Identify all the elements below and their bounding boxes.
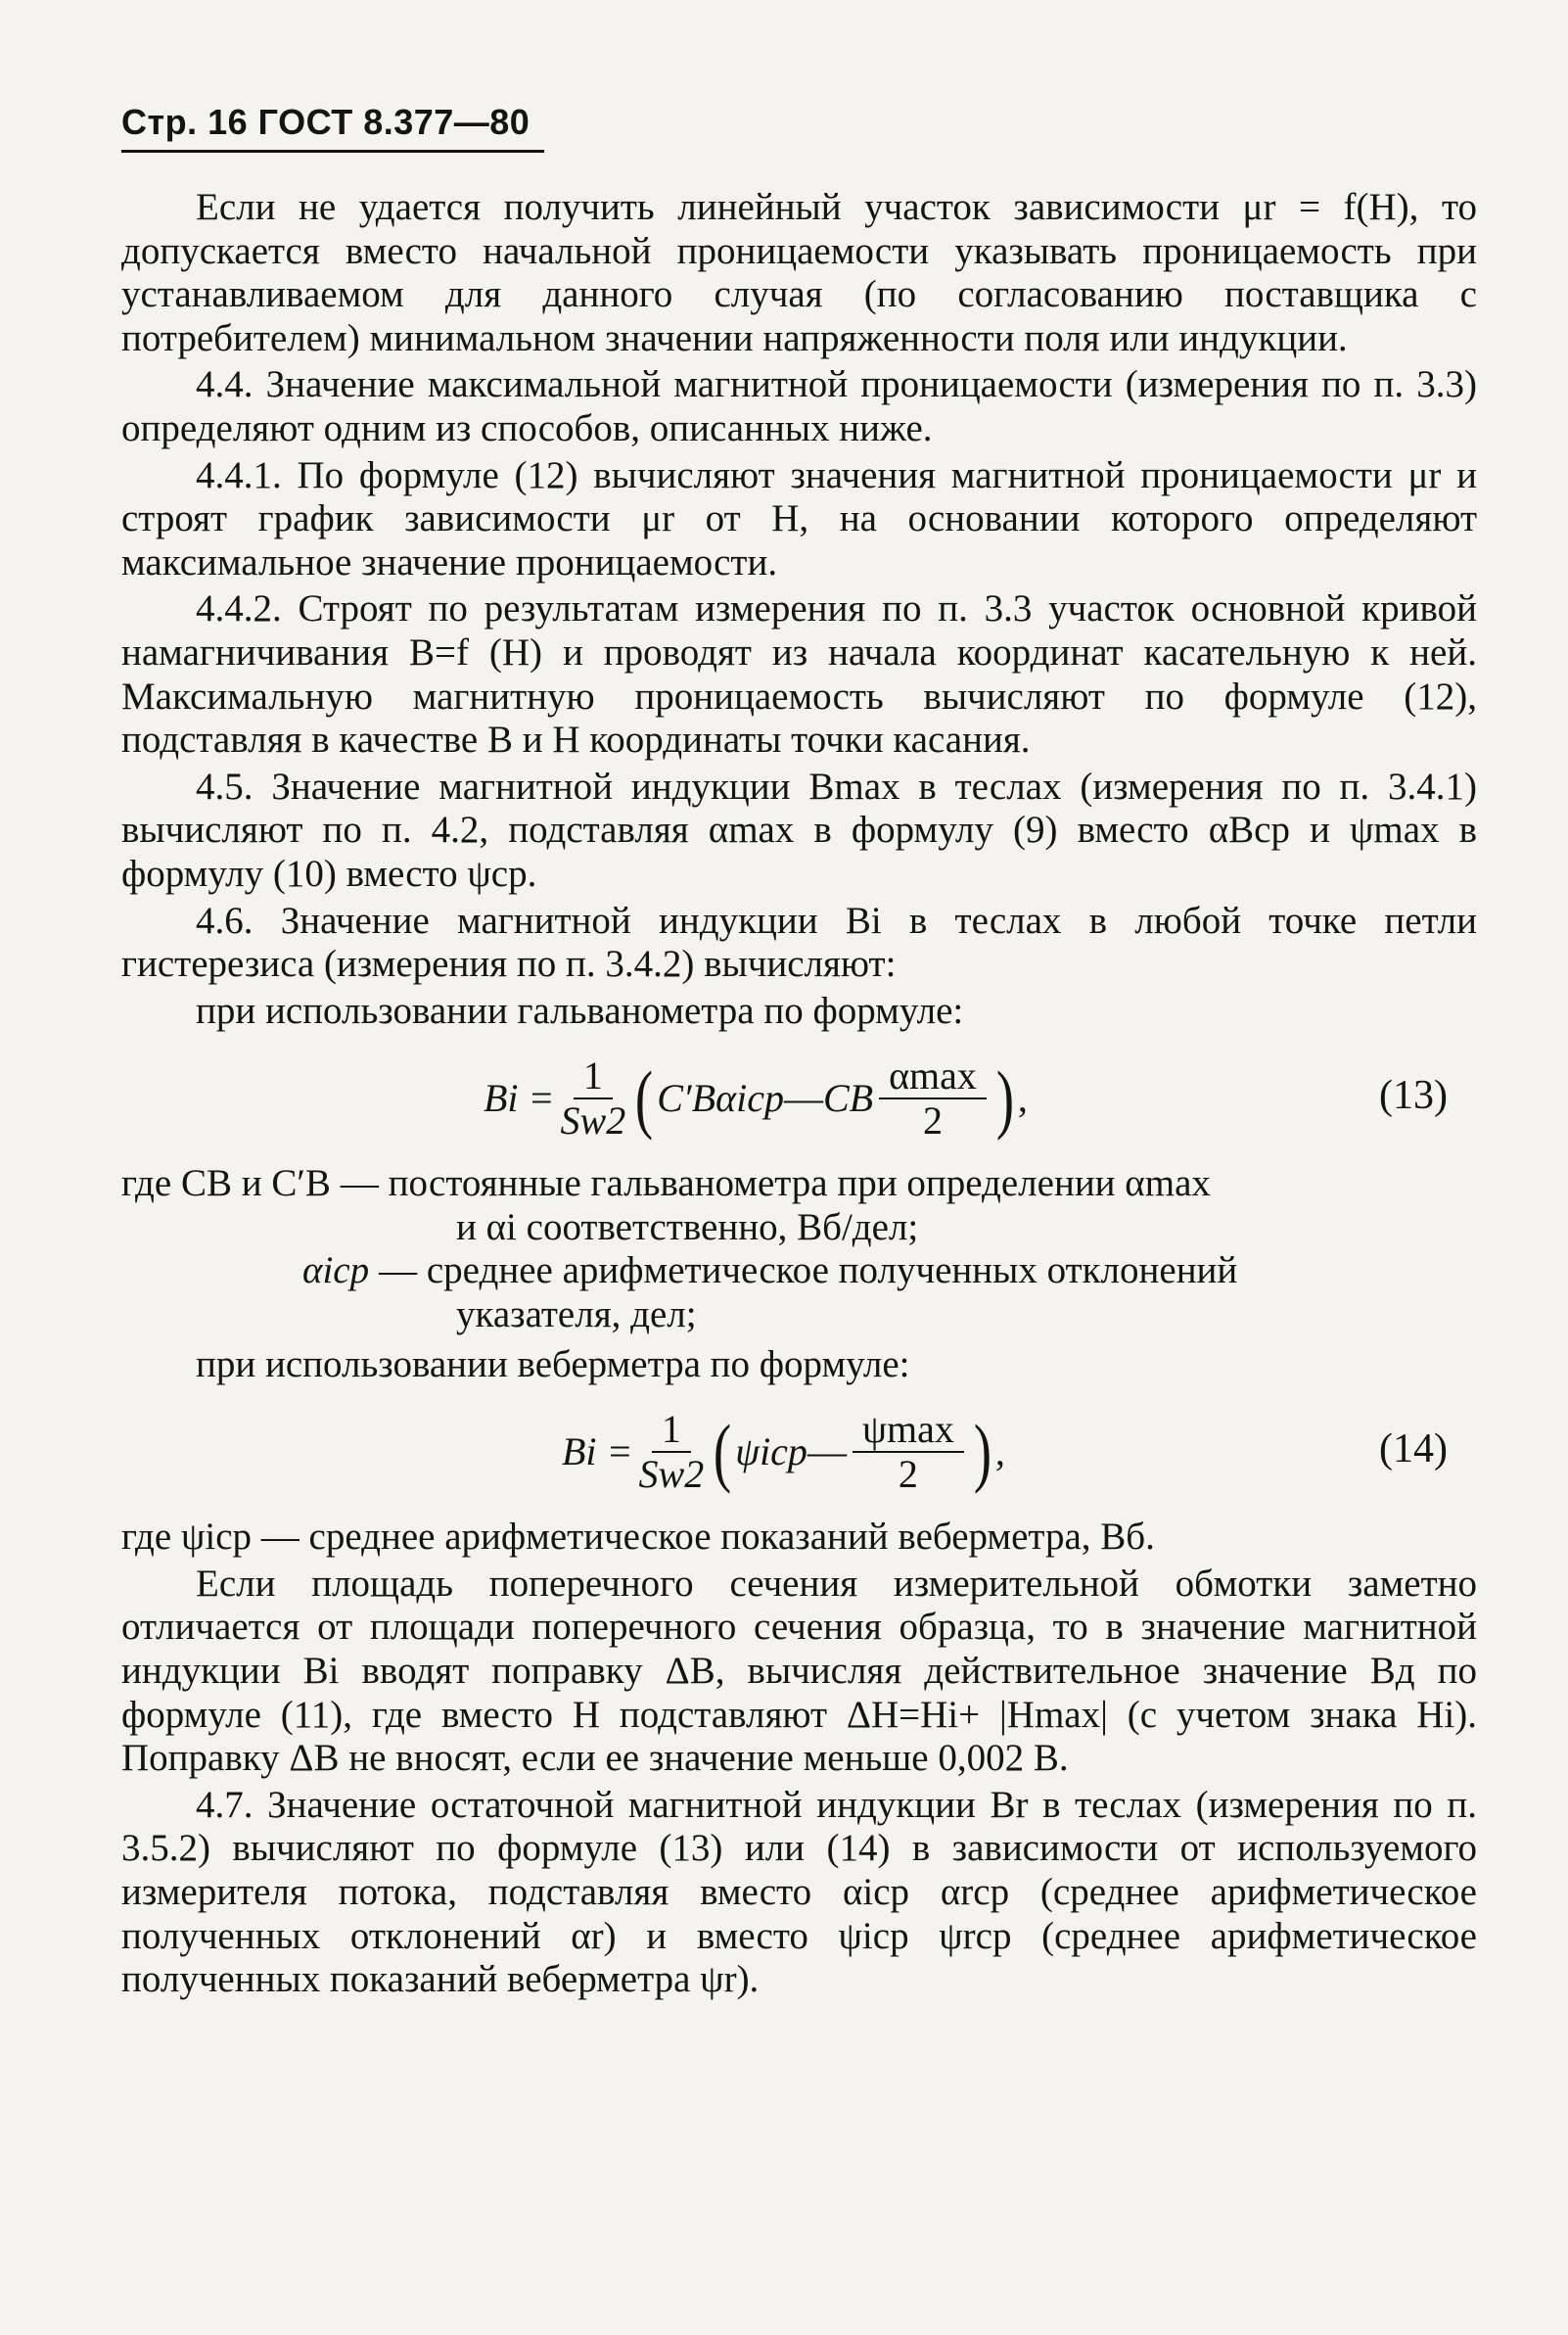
formula-13-lhs: Bi = <box>484 1075 555 1120</box>
paragraph-galvanometer-intro: при использовании гальванометра по формуле: <box>196 989 964 1032</box>
definition-row-cb <box>121 1162 1477 1206</box>
formula-13-minus: — <box>783 1075 823 1120</box>
formula-14-coef-numerator: 1 <box>652 1410 691 1453</box>
header-rule <box>121 150 544 153</box>
formula-13-coef-denominator: Sw2 <box>560 1098 626 1144</box>
formula-13-expression <box>484 1045 1028 1152</box>
definition-text-alpha: — среднее арифметическое полученных отклонений <box>379 1249 1238 1292</box>
formula-14-label: (14) <box>1379 1426 1448 1472</box>
formula-13-tail: , <box>1017 1075 1028 1120</box>
paragraph-4-6: 4.6. Значение магнитной индукции Bi в теслах в любой точке петли гистерезиса (измерения по п. 3.4.2) вычисляют: <box>121 899 1477 986</box>
formula-14-tail: , <box>994 1428 1005 1473</box>
definition-cont-cb: и αi соответственно, Вб/дел; <box>456 1205 919 1248</box>
definition-cont-alpha: указателя, дел; <box>456 1293 697 1336</box>
paragraph-4-7: 4.7. Значение остаточной магнитной индукции Br в теслах (измерения по п. 3.5.2) вычисляют по формуле (13) или (14) в зависимости от используемого измерителя потока, подставляя вместо αiср αrср (среднее арифметическое полученных отклонений αr) и вместо ψiср ψrср (среднее арифметическое полученных показаний веберметра ψr). <box>121 1783 1477 2001</box>
formula-14-inner-fraction <box>853 1407 964 1497</box>
formula-13-inner-numerator: αmax <box>879 1056 987 1099</box>
definition-psi: где ψiср — среднее арифметическое показаний веберметра, Вб. <box>121 1516 1155 1559</box>
formula-14-left-paren: ( <box>714 1409 732 1495</box>
paragraph-linear-segment: Если не удается получить линейный участок зависимости μr = f(H), то допускается вместо начальной проницаемости указывать проницаемость при устанавливаемом для данного случая (по согласованию поставщика с потребителем) минимальном значении напряженности поля или индукции. <box>121 186 1477 359</box>
formula-14-lhs: Bi = <box>562 1428 633 1473</box>
formula-13-label: (13) <box>1379 1073 1448 1119</box>
page-header: Стр. 16 ГОСТ 8.377—80 <box>121 102 530 142</box>
formula-14-inner-denominator: 2 <box>898 1452 918 1497</box>
formula-13-right-paren: ) <box>995 1055 1014 1142</box>
formula-14-coefficient <box>638 1407 705 1497</box>
formula-14-coef-denominator: Sw2 <box>638 1452 705 1497</box>
definition-text-cb: — постоянные гальванометра при определении αmax <box>340 1162 1211 1205</box>
formula-13-term2: CB <box>822 1075 874 1120</box>
paragraph-webermeter-intro: при использовании веберметра по формуле: <box>196 1342 910 1385</box>
formula-14-expression <box>562 1398 1005 1506</box>
formula-13-inner-denominator: 2 <box>922 1098 943 1144</box>
formula-13-coef-numerator: 1 <box>574 1056 613 1099</box>
formula-14 <box>121 1398 1477 1506</box>
paragraph-4-5: 4.5. Значение магнитной индукции Bmax в теслах (измерения по п. 3.4.1) вычисляют по п. 4.2, подставляя αmax в формулу (9) вместо αBср и ψmax в формулу (10) вместо ψср. <box>121 765 1477 895</box>
definition-term-alpha: αiср <box>302 1249 370 1292</box>
formula-13-term1: C′Bαiср <box>657 1075 784 1120</box>
paragraph-correction: Если площадь поперечного сечения измерительной обмотки заметно отличается от площади поперечного сечения образца, то в значение магнитной индукции Bi вводят поправку ΔB, вычисляя действительное значение Bд по формуле (11), где вместо H подставляют ΔH=Hi+ |Hmax| (с учетом знака Hi). Поправку ΔB не вносят, если ее значение меньше 0,002 В. <box>121 1562 1477 1780</box>
formula-14-minus: — <box>807 1428 847 1473</box>
paragraph-4-4-1: 4.4.1. По формуле (12) вычисляют значения магнитной проницаемости μr и строят график зависимости μr от H, на основании которого определяют максимальное значение проницаемости. <box>121 453 1477 584</box>
paragraph-4-4-2: 4.4.2. Строят по результатам измерения по п. 3.3 участок основной кривой намагничивания B=f (H) и проводят из начала координат касательную к ней. Максимальную магнитную проницаемость вычисляют по формуле (12), подставляя в качестве B и H координаты точки касания. <box>121 587 1477 762</box>
formula-14-right-paren: ) <box>973 1409 992 1495</box>
formula-14-inner-numerator: ψmax <box>853 1410 964 1453</box>
formula-13-left-paren: ( <box>635 1055 654 1142</box>
definition-term-cb: где CB и C′B <box>121 1162 331 1205</box>
formula-14-term1: ψiср <box>735 1428 807 1473</box>
definition-row-alpha <box>121 1249 1477 1293</box>
document-body <box>121 186 1477 2005</box>
paragraph-4-4: 4.4. Значение максимальной магнитной проницаемости (измерения по п. 3.3) определяют одним из способов, описанных ниже. <box>121 363 1477 449</box>
formula-13-inner-fraction <box>879 1053 987 1144</box>
formula-13-definitions <box>121 1162 1477 1336</box>
formula-13 <box>121 1045 1477 1152</box>
formula-13-coefficient <box>560 1053 626 1144</box>
